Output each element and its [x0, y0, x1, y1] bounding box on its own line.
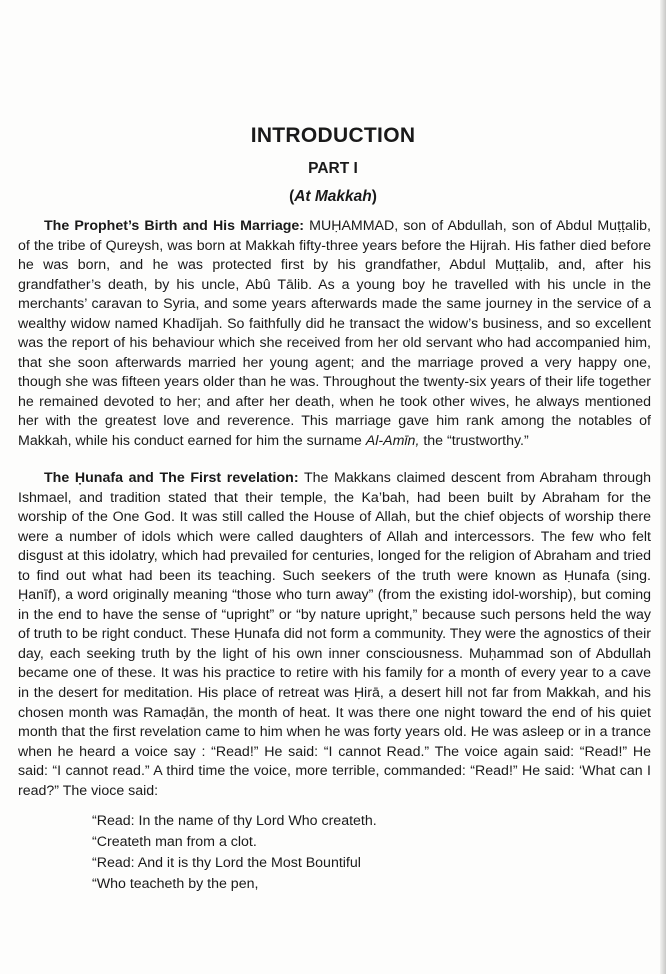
place-open-paren: (: [289, 188, 295, 205]
section-heading-birth-marriage: The Prophet’s Birth and His Marriage:: [44, 218, 305, 234]
paragraph-tail: the “trustworthy.”: [423, 433, 529, 450]
revelation-verses: [92, 811, 592, 895]
verse-line: “Read: In the name of thy Lord Who createth.: [92, 813, 377, 829]
paragraph-birth-marriage: [18, 217, 651, 452]
place-heading: [0, 188, 666, 206]
verse-line: “Who teacheth by the pen,: [92, 876, 259, 892]
paragraph-body: MUḤAMMAD, son of Abdullah, son of Abdul Muṭṭalib, of the tribe of Qureysh, was born at Makkah fifty-three years before the Hijrah. His father died before he was born, and he was protected first by his grandfather, Abdul Muṭṭalib, and, after his grandfather’s death, by his uncle, Abû Tālib. As a young boy he travelled with his uncle in the merchants’ caravan to Syria, and some years afterwards made the same journey in the service of a wealthy widow named Khadījah. So faithfully did he transact the widow’s business, and so excellent was the report of his behaviour which she received from her old servant who had accompanied him, that she soon afterwards married her young agent; and the marriage proved a very happy one, though she was fifteen years older than he was. Throughout the twenty-six years of their life together he remained devoted to her; and after her death, when he took other wives, he always mentioned her with the greatest love and reverence. This marriage gave him rank among the notables of Makkah, while his conduct earned for him the surname: [18, 218, 651, 450]
chapter-title: INTRODUCTION: [250, 124, 416, 147]
verse-line: “Createth man from a clot.: [92, 834, 257, 850]
verse-line: “Read: And it is thy Lord the Most Bountiful: [92, 855, 361, 871]
paragraph-body: The Makkans claimed descent from Abraham through Ishmael, and tradition stated that their temple, the Ka’bah, had been built by Abraham for the worship of the One God. It was still called the House of Allah, but the chief objects of worship there were a number of idols which were called daughters of Allah and intercessors. The few who felt disgust at this idolatry, which had prevailed for centuries, longed for the religion of Abraham and tried to find out what had been its teaching. Such seekers of the truth were known as Ḥunafa (sing. Ḥanīf), a word originally meaning “those who turn away” (from the existing idol-worship), but coming in the end to have the sense of “upright” or “by nature upright,” because such persons held the way of truth to be right conduct. These Ḥunafa did not form a community. They were the agnostics of their day, each seeking truth by the light of his own inner consciousness. Muḥammad son of Abdullah became one of these. It was his practice to retire with his family for a month of every year to a cave in the desert for meditation. His place of retreat was Ḥirā, a desert hill not far from Makkah, and his chosen month was Ramaḍān, the month of heat. It was there one night toward the end of his quiet month that the first revelation came to him when he was forty years old. He was asleep or in a trance when he heard a voice say : “Read!” He said: “I cannot Read.” The voice again said: “Read!” He said: “I cannot read.” A third time the voice, more terrible, commanded: “Read!” He said: ‘What can I read?” The vioce said:: [18, 470, 651, 799]
place-name: At Makkah: [294, 188, 372, 205]
section-heading-hunafa: The Ḥunafa and The First revelation:: [44, 470, 299, 486]
part-heading: PART I: [308, 160, 358, 177]
surname-al-amin: Al-Amīn,: [365, 433, 420, 450]
paragraph-hunafa-revelation: [18, 469, 651, 801]
place-close-paren: ): [371, 188, 377, 205]
